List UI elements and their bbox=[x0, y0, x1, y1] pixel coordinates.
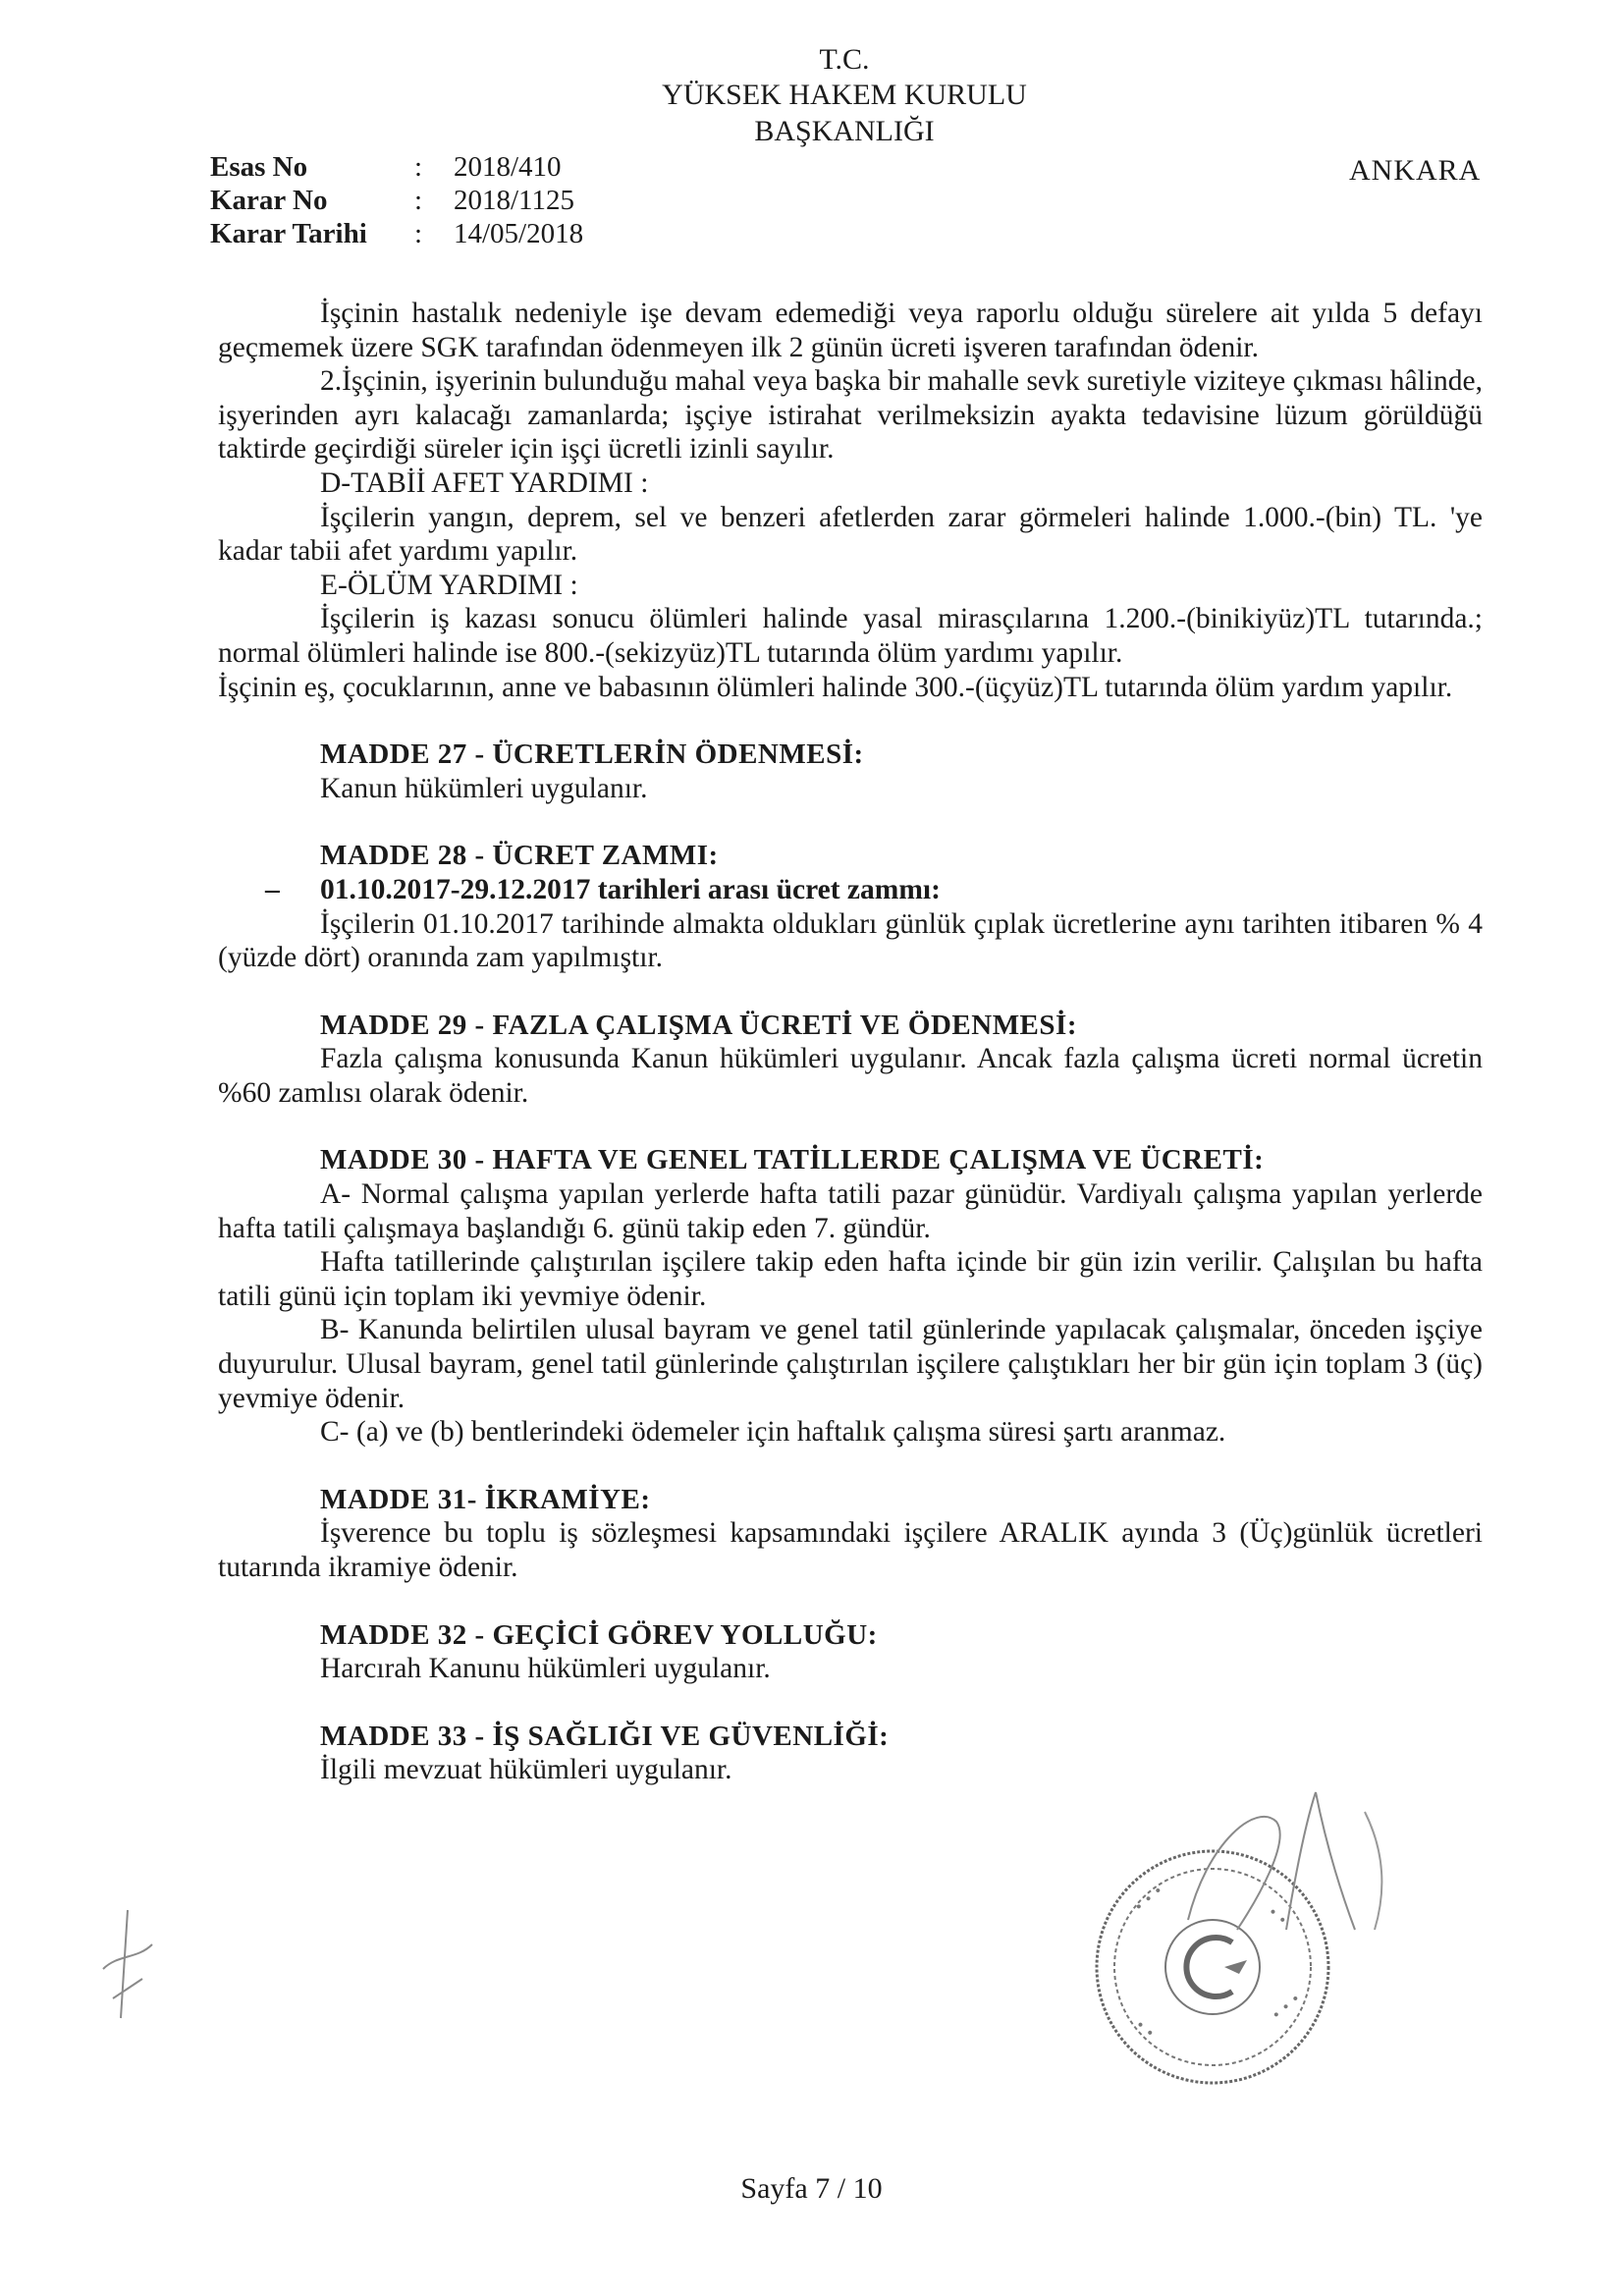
paragraph-death-aid-2: İşçinin eş, çocuklarının, anne ve babasının ölümleri halinde 300.-(üçyüz)TL tutarında ölüm yardım yapılır. bbox=[218, 671, 1453, 703]
meta-label: Karar Tarihi bbox=[210, 218, 367, 249]
svg-text:• • •: • • • bbox=[1269, 1991, 1305, 2025]
article-30-a2: Hafta tatillerinde çalıştırılan işçilere takip eden hafta içinde bir gün izin verilir. Çalışılan bu hafta tatili günü için toplam iki yevmiye ödenir. bbox=[218, 1246, 1483, 1312]
meta-value: 14/05/2018 bbox=[454, 218, 584, 249]
margin-initials bbox=[83, 1900, 172, 2038]
paragraph-disaster-aid: İşçilerin yangın, deprem, sel ve benzeri afetlerden zarar görmeleri halinde 1.000.-(bin) TL. 'ye kadar tabii afet yardımı yapılır. bbox=[218, 501, 1483, 568]
meta-value: 2018/410 bbox=[454, 151, 562, 183]
meta-label: Esas No bbox=[210, 151, 308, 183]
paragraph-visit-leave: 2.İşçinin, işyerinin bulunduğu mahal veya başka bir mahalle sevk suretiyle viziteye çıkması hâlinde, işyerinden ayrı kalacağı zamanlarda; işçiye istirahat verilmeksizin ayakta tedavisine lüzum görüldüğü taktirde geçirdiği süreler için işçi ücretli izinli sayılır. bbox=[218, 365, 1483, 465]
article-28-subtitle-text: 01.10.2017-29.12.2017 tarihleri arası ücret zammı: bbox=[320, 873, 941, 905]
article-30-b: B- Kanunda belirtilen ulusal bayram ve genel tatil günlerinde yapılacak çalışmalar, önceden işçiye duyurulur. Ulusal bayram, genel tatil günlerinde çalıştırılan işçilere çalıştıkları her bir gün için toplam 3 (üç) yevmiye ödenir. bbox=[218, 1314, 1483, 1414]
article-33-text: İlgili mevzuat hükümleri uygulanır. bbox=[320, 1754, 732, 1786]
case-meta bbox=[210, 150, 583, 250]
header-institution: YÜKSEK HAKEM KURULU bbox=[662, 79, 1027, 111]
article-30-c: C- (a) ve (b) bentlerindeki ödemeler için haftalık çalışma süresi şartı aranmaz. bbox=[320, 1416, 1226, 1449]
city-label: ANKARA bbox=[1349, 154, 1482, 187]
article-33-title: MADDE 33 - İŞ SAĞLIĞI VE GÜVENLİĞİ: bbox=[320, 1720, 890, 1752]
article-29-title: MADDE 29 - FAZLA ÇALIŞMA ÜCRETİ VE ÖDENMESİ: bbox=[320, 1009, 1077, 1041]
article-31-text: İşverence bu toplu iş sözleşmesi kapsamındaki işçilere ARALIK ayında 3 (Üç)günlük ücretleri tutarında ikramiye ödenir. bbox=[218, 1517, 1483, 1583]
article-31-title: MADDE 31- İKRAMİYE: bbox=[320, 1483, 651, 1515]
paragraph-death-aid-1: İşçilerin iş kazası sonucu ölümleri halinde yasal mirasçılarına 1.200.-(binikiyüz)TL tutarında.; normal ölümleri halinde ise 800.-(sekizyüz)TL tutarında ölüm yardımı yapılır. bbox=[218, 603, 1483, 669]
article-28-title: MADDE 28 - ÜCRET ZAMMI: bbox=[320, 840, 719, 872]
section-title-disaster-aid: D-TABİİ AFET YARDIMI : bbox=[320, 466, 649, 499]
header-presidency: BAŞKANLIĞI bbox=[754, 115, 935, 147]
meta-row-karar: Karar No : 2018/1125 bbox=[210, 185, 574, 216]
document-body bbox=[218, 297, 1483, 1787]
article-30-a: A- Normal çalışma yapılan yerlerde hafta tatili pazar günüdür. Vardiyalı çalışma yapılan yerlerde hafta tatili çalışmaya başlandığı 6. günü takip eden 7. gündür. bbox=[218, 1178, 1483, 1244]
section-title-death-aid: E-ÖLÜM YARDIMI : bbox=[320, 569, 578, 601]
svg-text:• •: • • bbox=[1131, 2016, 1158, 2043]
article-30-title: MADDE 30 - HAFTA VE GENEL TATİLLERDE ÇALIŞMA VE ÜCRETİ: bbox=[320, 1144, 1265, 1176]
page-number: Sayfa 7 / 10 bbox=[740, 2172, 883, 2205]
meta-row-tarih: Karar Tarihi : 14/05/2018 bbox=[210, 218, 584, 249]
article-27-title: MADDE 27 - ÜCRETLERİN ÖDENMESİ: bbox=[320, 738, 864, 771]
meta-label: Karar No bbox=[210, 185, 328, 216]
dash-marker: – bbox=[265, 873, 280, 905]
svg-text:• •: • • bbox=[1264, 1903, 1290, 1930]
article-28-text: İşçilerin 01.10.2017 tarihinde almakta oldukları günlük çıplak ücretlerine aynı tarihten itibaren % 4 (yüzde dört) oranında zam yapılmıştır. bbox=[218, 907, 1483, 974]
handwritten-signature bbox=[1168, 1782, 1424, 1949]
svg-text:• • •: • • • bbox=[1131, 1883, 1167, 1917]
meta-value: 2018/1125 bbox=[454, 185, 574, 216]
article-29-text: Fazla çalışma konusunda Kanun hükümleri uygulanır. Ancak fazla çalışma ücreti normal ücretin %60 zamlısı olarak ödenir. bbox=[218, 1043, 1483, 1109]
article-32-text: Harcırah Kanunu hükümleri uygulanır. bbox=[320, 1653, 771, 1685]
meta-row-esas: Esas No : 2018/410 bbox=[210, 151, 562, 183]
article-28-subtitle bbox=[218, 873, 1483, 907]
article-32-title: MADDE 32 - GEÇİCİ GÖREV YOLLUĞU: bbox=[320, 1618, 878, 1651]
article-27-text: Kanun hükümleri uygulanır. bbox=[320, 772, 648, 804]
paragraph-sick-pay: İşçinin hastalık nedeniyle işe devam edemediği veya raporlu olduğu sürelere ait yılda 5 defayı geçmemek üzere SGK tarafından ödenmeyen ilk 2 günün ücreti işveren tarafından ödenir. bbox=[218, 298, 1483, 363]
header-tc: T.C. bbox=[819, 43, 870, 76]
